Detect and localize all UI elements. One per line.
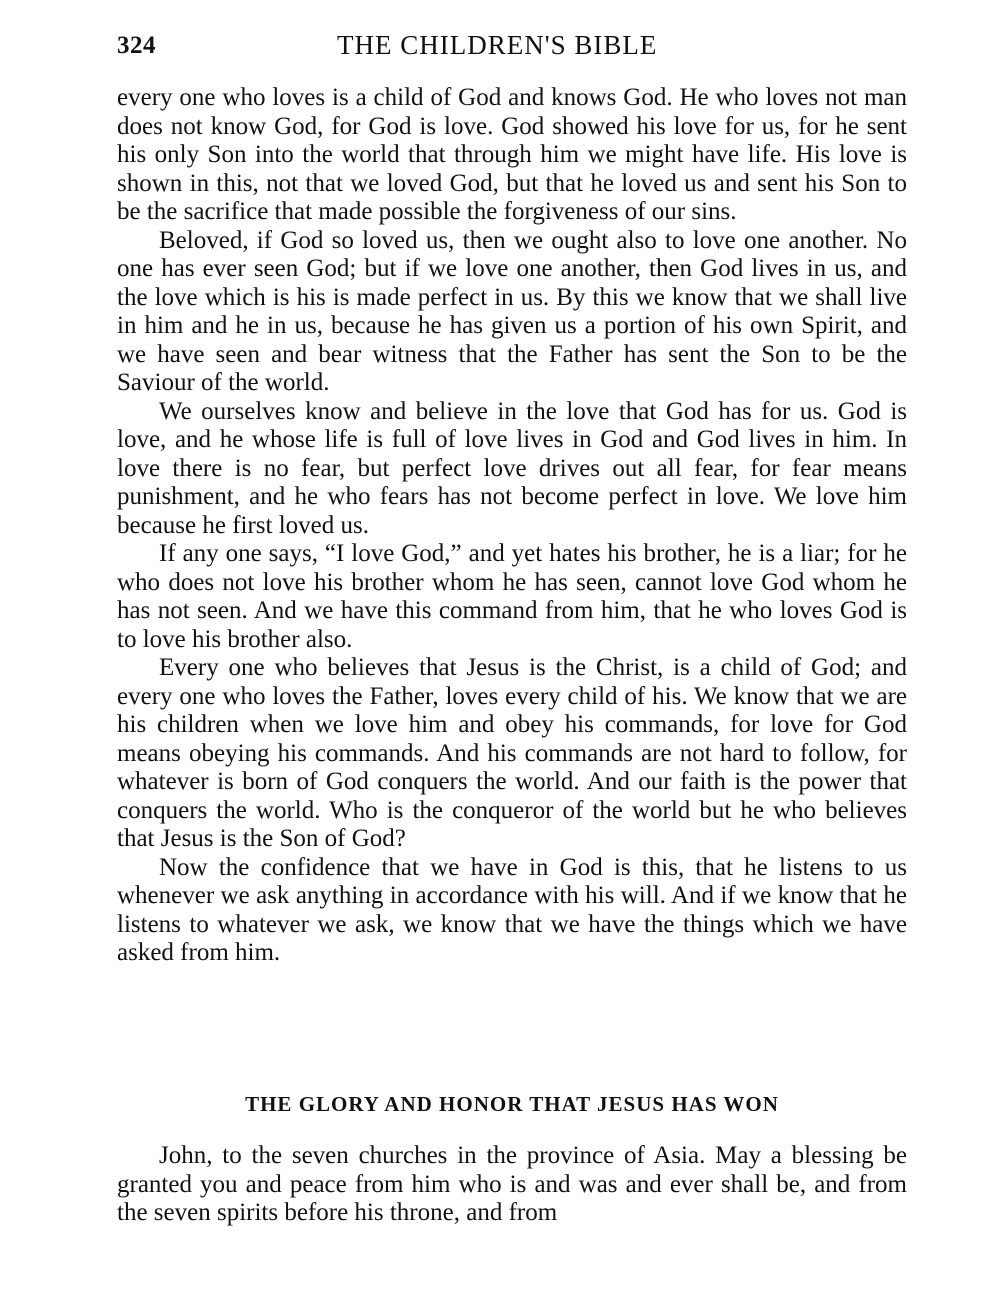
paragraph: If any one says, “I love God,” and yet hates his brother, he is a liar; for he who does not love his brother whom he has seen, cannot love God whom he has not seen. And we have this command from him, that he who loves God is to love his brother also. — [117, 540, 907, 653]
paragraph: Every one who believes that Jesus is the Christ, is a child of God; and every one who loves the Father, loves every child of his. We know that we are his children when we love him and obey his commands, for love for God means obeying his commands. And his commands are not hard to follow, for whatever is born of God conquers the world. And our faith is the power that conquers the world. Who is the conqueror of the world but he who believes that Jesus is the Son of God? — [117, 654, 907, 852]
paragraph: Beloved, if God so loved us, then we ought also to love one another. No one has ever seen God; but if we love one another, then God lives in us, and the love which is his is made perfect in us. By this we know that we shall live in him and he in us, because he has given us a portion of his own Spirit, and we have seen and bear witness that the Father has sent the Son to be the Saviour of the world. — [117, 226, 907, 396]
section-paragraph: John, to the seven churches in the province of Asia. May a blessing be granted you and peace from him who is and was and ever shall be, and from the seven spirits before his throne, and from — [117, 1142, 907, 1226]
running-head: THE CHILDREN'S BIBLE — [337, 30, 658, 60]
page-header — [117, 28, 907, 68]
paragraph: every one who loves is a child of God and knows God. He who loves not man does not know God, for God is love. God showed his love for us, for he sent his only Son into the world that through him we might have life. His love is shown in this, not that we loved God, but that he loved us and sent his Son to be the sacrifice that made possible the forgiveness of our sins. — [117, 84, 907, 225]
section-text — [117, 1142, 907, 1228]
page-number: 324 — [117, 32, 156, 59]
section-heading: THE GLORY AND HONOR THAT JESUS HAS WON — [245, 1092, 779, 1116]
main-text — [117, 84, 907, 968]
paragraph: Now the confidence that we have in God is this, that he listens to us whenever we ask anything in accordance with his will. And if we know that he listens to whatever we ask, we know that we have the things which we have asked from him. — [117, 853, 907, 966]
paragraph: We ourselves know and believe in the love that God has for us. God is love, and he whose life is full of love lives in God and God lives in him. In love there is no fear, but perfect love drives out all fear, for fear means punishment, and he who fears has not become perfect in love. We love him because he first loved us. — [117, 397, 907, 539]
